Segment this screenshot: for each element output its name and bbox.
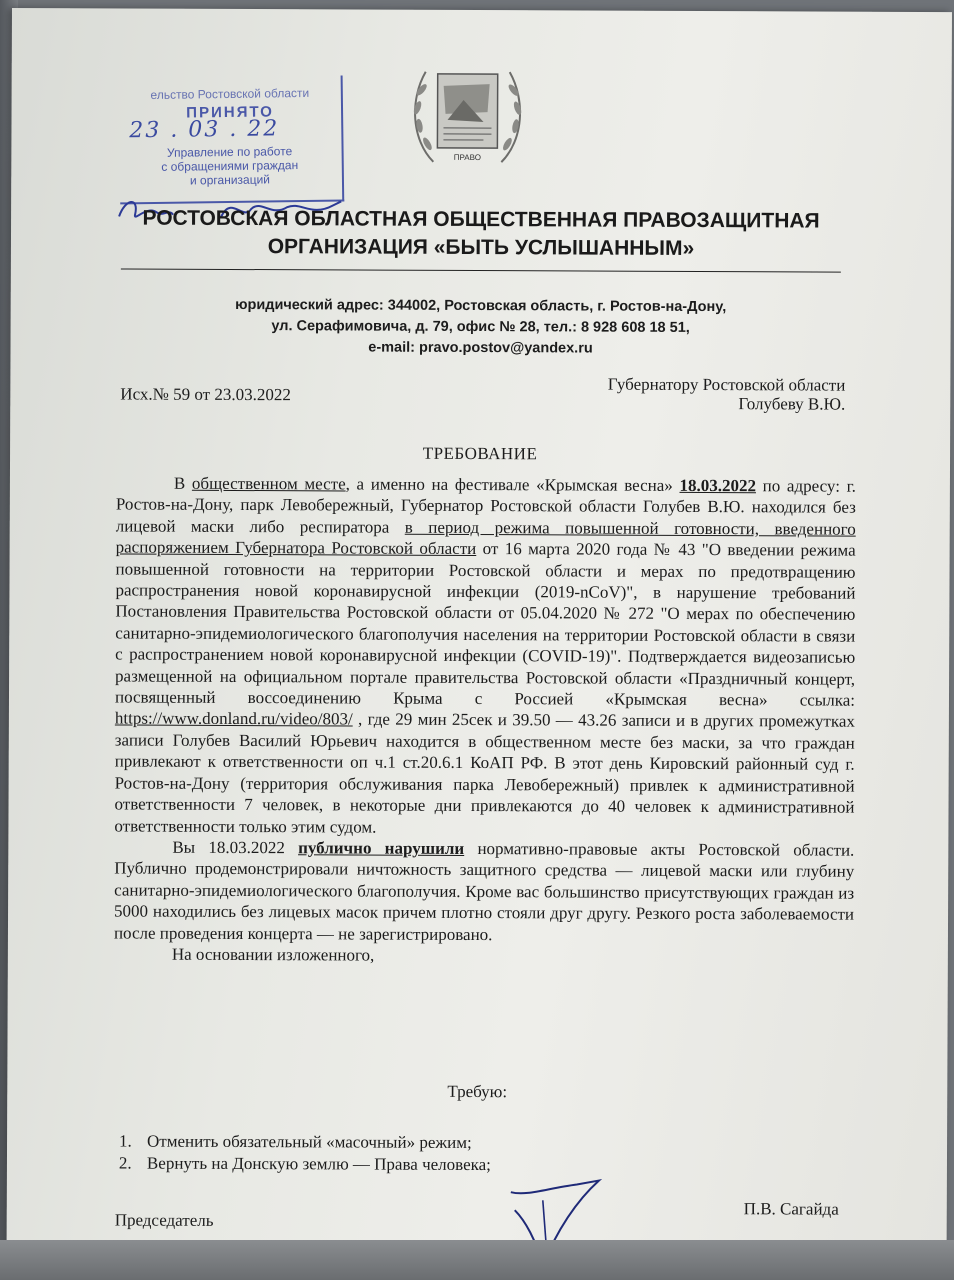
text-run: , а именно на фестивале «Крымская весна» [345, 474, 680, 495]
organization-name-line: РОСТОВСКАЯ ОБЛАСТНАЯ ОБЩЕСТВЕННАЯ ПРАВОЗАЩИТНАЯ [142, 206, 820, 233]
stamp-department [130, 144, 331, 189]
signatory-name: П.В. Сагайда [743, 1199, 839, 1219]
stamp-title: ПРИНЯТО [186, 103, 274, 122]
text-run: , где 29 мин 25сек и 39.50 — 43.26 записи и в других промежутках записи Голубев Василий Юрьевич находится в общественном месте без маски, за что граждан привлекают к ответственности оп ч.1 ст.20.6.1 КоАП РФ. В этот день Кировский районный суд г. Ростов-на-Дону (территория обслуживания парка Левобережный) привлек к административной ответственности 7 человек, в некоторые дни привлекаются до 40 человек к административной ответственности только этим судом. [114, 709, 855, 837]
address-email: e-mail: pravo.postov@yandex.ru [368, 339, 593, 357]
text-run: Вы 18.03.2022 [172, 837, 299, 858]
desk-background-bottom [0, 1240, 954, 1280]
bold-date: 18.03.2022 [679, 475, 757, 496]
received-stamp [119, 75, 345, 204]
demands-list [119, 1130, 719, 1177]
underlined-text: в период режима повышенной готовности, введенного распоряжением Губернатора Ростовской области [115, 517, 856, 559]
organization-name-line: ОРГАНИЗАЦИЯ «БЫТЬ УСЛЫШАННЫМ» [267, 235, 695, 260]
stamp-department-line: Управление по работе [166, 144, 293, 160]
document-body [114, 472, 856, 968]
paragraph-public-violation [114, 836, 854, 946]
stamp-department-line: с обращениями граждан [161, 158, 299, 174]
list-number: 2. [118, 1153, 132, 1173]
underlined-text: общественном месте [191, 473, 346, 494]
organization-address [130, 295, 830, 361]
header-divider [121, 268, 841, 272]
document-page [6, 8, 951, 1274]
organization-name [121, 204, 841, 263]
addressee [530, 374, 845, 413]
logo-caption: ПРАВО [453, 152, 481, 163]
bold-underlined-text: публично нарушили [298, 838, 465, 858]
stamp-department-line: и организаций [189, 172, 271, 188]
video-link: https://www.donland.ru/video/803/ [114, 708, 353, 729]
document-title: ТРЕБОВАНИЕ [422, 443, 538, 464]
addressee-line: Голубеву В.Ю. [738, 394, 846, 414]
stamp-date: 23 . 03 . 22 [129, 116, 280, 144]
demand-heading: Требую: [447, 1081, 508, 1102]
list-text: Вернуть на Донскую землю — Права человека; [146, 1153, 491, 1175]
address-line: ул. Серафимовича, д. 79, офис № 28, тел.: 8 928 608 18 51, [271, 318, 690, 336]
list-item [119, 1152, 719, 1177]
text-run: от 16 марта 2020 года № 43 "О введении режима повышенной готовности на территории Ростовской области и мерах по предотвращению распространения новой коронавирусной инфекции (2019-nCoV)", в нарушение требований Постановления Правительства Ростовской области от 05.04.2020 № 272 "О мерах по обеспечению санитарно-эпидемиологического благополучия населения на территории Ростовской области в связи с распространением новой коронавирусной инфекции (COVID-19)". Подтверждается видеозаписью размещенной на официальном портале правительства Ростовской области «Праздничный концерт, посвященный воссоединению Крыма с Россией «Крымская весна» ссылка: [114, 539, 856, 710]
stamp-header: ельство Ростовской области [150, 85, 310, 103]
text-run: В [173, 473, 192, 493]
list-text: Отменить обязательный «масочный» режим; [147, 1131, 472, 1153]
organization-logo [403, 50, 532, 179]
outgoing-number: Исх.№ 59 от 23.03.2022 [120, 384, 291, 405]
paragraph-basis: На основании изложенного, [171, 944, 375, 965]
list-item [119, 1130, 719, 1155]
text-run: по адресу: г. Ростов-на-Дону, парк Левобережный, Губернатор Ростовской области Голубев В.Ю. находился без лицевой маски либо респиратора [115, 476, 856, 537]
text-run: нормативно-правовые акты Ростовской области. Публично продемонстрировали ничтожность защитного средства — лицевой маски или глубину санитарно-эпидемиологического благополучия. Кроме вас большинство присутствующих граждан из 5000 находились без лицевых масок причем плотно стояли друг другу. Резкого роста заболеваемости после проведения концерта — не зарегистрировано. [113, 838, 855, 944]
list-number: 1. [119, 1131, 132, 1151]
signatory-title: Председатель [114, 1210, 214, 1230]
paragraph-violation [114, 472, 856, 839]
addressee-line: Губернатору Ростовской области [607, 374, 846, 395]
address-line: юридический адрес: 344002, Ростовская область, г. Ростов-на-Дону, [235, 296, 727, 316]
